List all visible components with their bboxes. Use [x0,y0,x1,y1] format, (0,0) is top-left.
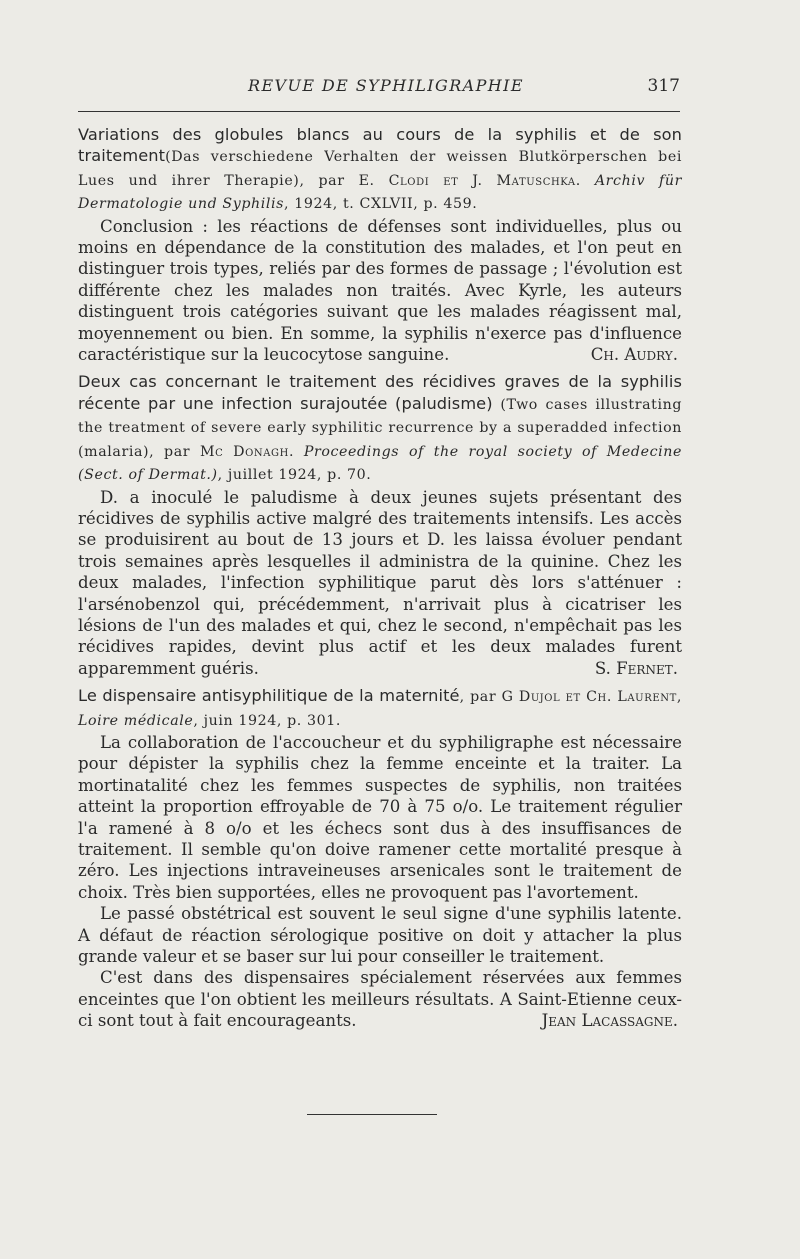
article-paragraph: Le passé obstétrical est souvent le seul signe d'une syphilis latente. A défaut de réaction sérologique positive on doit y attacher la plus grande valeur et se baser sur lui pour conseiller le traitement. [78,904,682,967]
article-body [78,487,682,680]
article-authors: E. Clodi et J. Matuschka [358,172,576,189]
reference-details: , juillet 1924, p. 70. [217,467,372,484]
end-rule [307,1114,437,1115]
reference-separator: . [575,172,595,189]
reference-details: , 1924, t. CXLVII, p. 459. [284,196,478,213]
article-body [78,216,682,366]
article-paragraph [78,487,682,680]
running-title: REVUE DE SYPHILIGRAPHIE [248,76,524,95]
paragraph-text: D. a inoculé le paludisme à deux jeunes sujets présentant des récidives de syphilis active malgré des traitements intensifs. Les accès se produisirent au bout de 13 jours et D. les laissa évoluer pendant trois semaines après lesquelles il administra de la quinine. Chez les deux malades, l'infection syphilitique parut dès lors s'atténuer : l'arsénobenzol qui, précédemment, n'arrivait plus à cicatriser les lésions de l'un des malades et qui, chez le second, n'empêchait pas les récidives rapides, devint plus actif et les deux malades furent apparemment guéris. [78,487,682,678]
article-paragraph [78,967,682,1031]
reference-separator: . [288,443,304,460]
article-heading [78,685,682,732]
header-rule [78,111,680,112]
reference-text: (Two cases illustrating the treatment of severe early syphilitic recurrence by a superadded infection (malaria), par [78,396,683,460]
article-signature: Ch. Audry. [590,345,678,365]
article-signature: Jean Lacassagne. [541,1011,678,1031]
running-header [78,76,680,102]
article-heading [78,124,682,216]
journal-name: Proceedings of the royal society of Medecine (Sect. of Dermat.) [78,443,682,484]
reference-text: , par [459,689,502,706]
article [78,685,682,1032]
reference-separator: , [676,689,682,706]
paragraph-text: Conclusion : les réactions de défenses sont individuelles, plus ou moins en dépendance de la constitution des malades, et l'on peut en distinguer trois types, reliés par des formes de passage ; l'évolution est différente chez les malades non traités. Avec Kyrle, les auteurs distinguent trois catégories suivant que les malades réagissent mal, moyennement ou bien. En somme, la syphilis n'exerce pas d'influence caractéristique sur la leucocytose sanguine. [78,216,682,365]
article-paragraph [78,216,682,366]
article-title: Le dispensaire antisyphilitique de la maternité [78,686,460,706]
page-number: 317 [647,76,680,96]
article-heading [78,371,682,486]
article [78,371,682,679]
reference-details: , juin 1924, p. 301. [193,712,341,729]
paragraph-text: C'est dans des dispensaires spécialement réservées aux femmes enceintes que l'on obtient les meilleurs résultats. A Saint-Etienne ceux-ci sont tout à fait encourageants. [78,968,682,1031]
article-list [78,124,682,1038]
article-signature: S. Fernet. [594,658,678,678]
article-paragraph: La collaboration de l'accoucheur et du syphiligraphe est nécessaire pour dépister la syphilis chez la femme enceinte et la traiter. La mortinatalité chez les femmes suspectes de syphilis, non traitées atteint la proportion effroyable de 70 à 75 o/o. Le traitement régulier l'a ramené à 8 o/o et les échecs sont dus à des insuffisances de traitement. Il semble qu'on doive ramener cette mortalité presque à zéro. Les injections intraveineuses arsenicales sont le traitement de choix. Très bien supportées, elles ne provoquent pas l'avortement. [78,732,682,902]
journal-name: Archiv für Dermatologie und Syphilis [78,172,683,213]
article-title: Variations des globules blancs au cours de la syphilis et de son traitement [78,125,682,166]
article-reference [78,149,682,212]
journal-name: Loire médicale [78,712,194,729]
article-authors: Mc Donagh [199,443,289,460]
article-authors: G Dujol et Ch. Laurent [501,689,677,706]
article-body [78,732,682,1032]
article [78,124,682,365]
reference-text: (Das verschiedene Verhalten der weissen Blutkörperschen bei Lues und ihrer Therapie), par [78,149,682,189]
article-title: Deux cas concernant le traitement des récidives graves de la syphilis récente par une infection surajoutée (paludisme) [78,372,682,413]
